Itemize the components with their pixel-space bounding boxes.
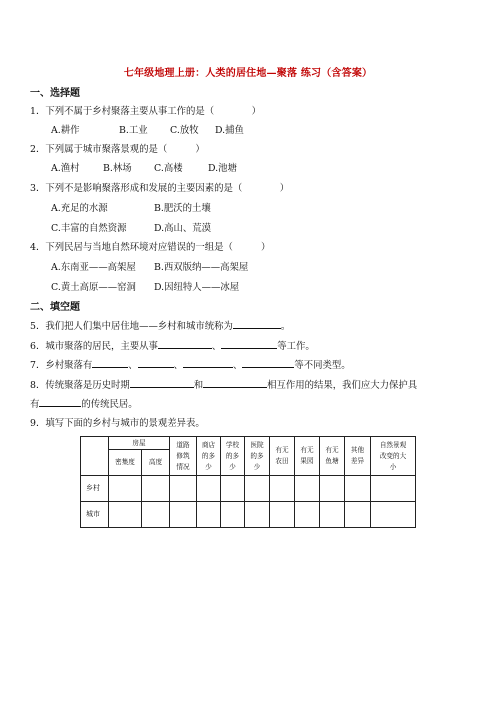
q7-text: 7．乡村聚落有 [30,360,93,371]
table-row [81,502,416,528]
table-cell[interactable] [270,502,295,528]
q3-option-d: D.高山、荒漠 [154,223,212,234]
q2-option-b: B.林场 [103,163,132,174]
q5-end: 。 [280,321,291,332]
q1-option-b: B.工业 [119,125,148,136]
question-8 [30,377,417,391]
q2-option-c: C.高楼 [154,163,183,174]
table-cell[interactable] [142,502,170,528]
table-cell[interactable] [320,502,345,528]
q8-blank-2[interactable] [203,377,267,388]
row-label-village: 乡村 [81,476,109,502]
q5-blank[interactable] [233,318,281,329]
question-4: 4．下列民居与当地自然环境对应错误的一组是（ ） [30,242,271,253]
row-label-city: 城市 [81,502,109,528]
table-cell[interactable] [170,502,197,528]
q7-sep-2: 、 [173,360,183,371]
q7-blank-3[interactable] [183,357,233,368]
table-cell[interactable] [109,502,142,528]
question-9: 9．填写下面的乡村与城市的景观差异表。 [30,418,205,429]
header-nature: 自然景观 改变的大 小 [371,437,416,476]
q8-text-2: 相互作用的结果，我们应大力保护具 [267,380,418,391]
q3-option-a: A.充足的水源 [51,203,108,214]
q4-option-b: B.西双版纳——高架屋 [154,262,249,273]
q7-sep-1: 、 [128,360,138,371]
q8-blank-3[interactable] [39,396,81,407]
header-density: 密集度 [109,450,142,476]
q6-blank-1[interactable] [158,338,212,349]
header-corner-cell [81,437,109,476]
table-cell[interactable] [170,476,197,502]
q7-sep-3: 、 [233,360,243,371]
q3-option-b: B.肥沃的土壤 [154,203,211,214]
table-cell[interactable] [221,476,245,502]
q6-separator: 、 [211,341,222,352]
table-cell[interactable] [197,502,221,528]
header-hospital: 医院 的多 少 [245,437,270,476]
table-cell[interactable] [142,476,170,502]
q1-option-a: A.耕作 [51,125,80,136]
q8-text: 8．传统聚落是历史时期 [30,380,130,391]
q3-option-c: C.丰富的自然资源 [51,223,127,234]
q7-end: 等不同类型。 [294,360,351,371]
q6-end: 等工作。 [277,341,315,352]
question-7 [30,357,351,371]
q4-option-c: C.黄土高原——窑洞 [51,282,136,293]
table-cell[interactable] [345,476,371,502]
header-house: 房屋 [109,437,170,450]
q8-and: 和 [193,380,204,391]
table-cell[interactable] [295,502,320,528]
q1-option-c: C.放牧 [170,125,199,136]
q2-option-d: D.池塘 [208,163,237,174]
page-title: 七年级地理上册：人类的居住地—聚落 练习（含答案） [123,68,373,79]
section-heading-choice: 一、选择题 [30,88,80,99]
question-8-line-2 [30,396,138,410]
section-heading-fill: 二、填空题 [30,302,80,313]
table-cell[interactable] [245,476,270,502]
q4-option-a: A.东南亚——高架屋 [51,262,136,273]
question-1: 1．下列不属于乡村聚落主要从事工作的是（ ） [30,106,261,117]
q7-blank-4[interactable] [242,357,294,368]
q7-blank-2[interactable] [138,357,174,368]
q5-text: 5．我们把人们集中居住地——乡村和城市统称为 [30,321,233,332]
header-school: 学校 的多 少 [221,437,245,476]
table-cell[interactable] [345,502,371,528]
q8-line2-text: 有 [30,399,40,410]
question-2: 2．下列属于城市聚落景观的是（ ） [30,144,205,155]
q8-end: 的传统民居。 [81,399,138,410]
table-cell[interactable] [221,502,245,528]
landscape-difference-table [80,436,416,528]
table-row [81,476,416,502]
question-6 [30,338,315,352]
header-other: 其他 差异 [345,437,371,476]
table-cell[interactable] [371,502,416,528]
q7-blank-1[interactable] [92,357,128,368]
header-orchard: 有无 果园 [295,437,320,476]
header-fishpond: 有无 鱼塘 [320,437,345,476]
question-3: 3．下列不是影响聚落形成和发展的主要因素的是（ ） [30,183,290,194]
q6-blank-2[interactable] [221,338,277,349]
table-cell[interactable] [320,476,345,502]
table-cell[interactable] [295,476,320,502]
q1-option-d: D.捕鱼 [215,125,244,136]
question-5 [30,318,290,332]
header-height: 高度 [142,450,170,476]
q8-blank-1[interactable] [130,377,194,388]
table-cell[interactable] [270,476,295,502]
table-cell[interactable] [371,476,416,502]
header-road: 道路 修筑 情况 [170,437,197,476]
q2-option-a: A.渔村 [51,163,80,174]
q6-text: 6．城市聚落的居民，主要从事 [30,341,158,352]
table-cell[interactable] [109,476,142,502]
table-cell[interactable] [197,476,221,502]
header-farmland: 有无 农田 [270,437,295,476]
table-cell[interactable] [245,502,270,528]
header-shop: 商店 的多 少 [197,437,221,476]
q4-option-d: D.因纽特人——冰屋 [154,282,240,293]
